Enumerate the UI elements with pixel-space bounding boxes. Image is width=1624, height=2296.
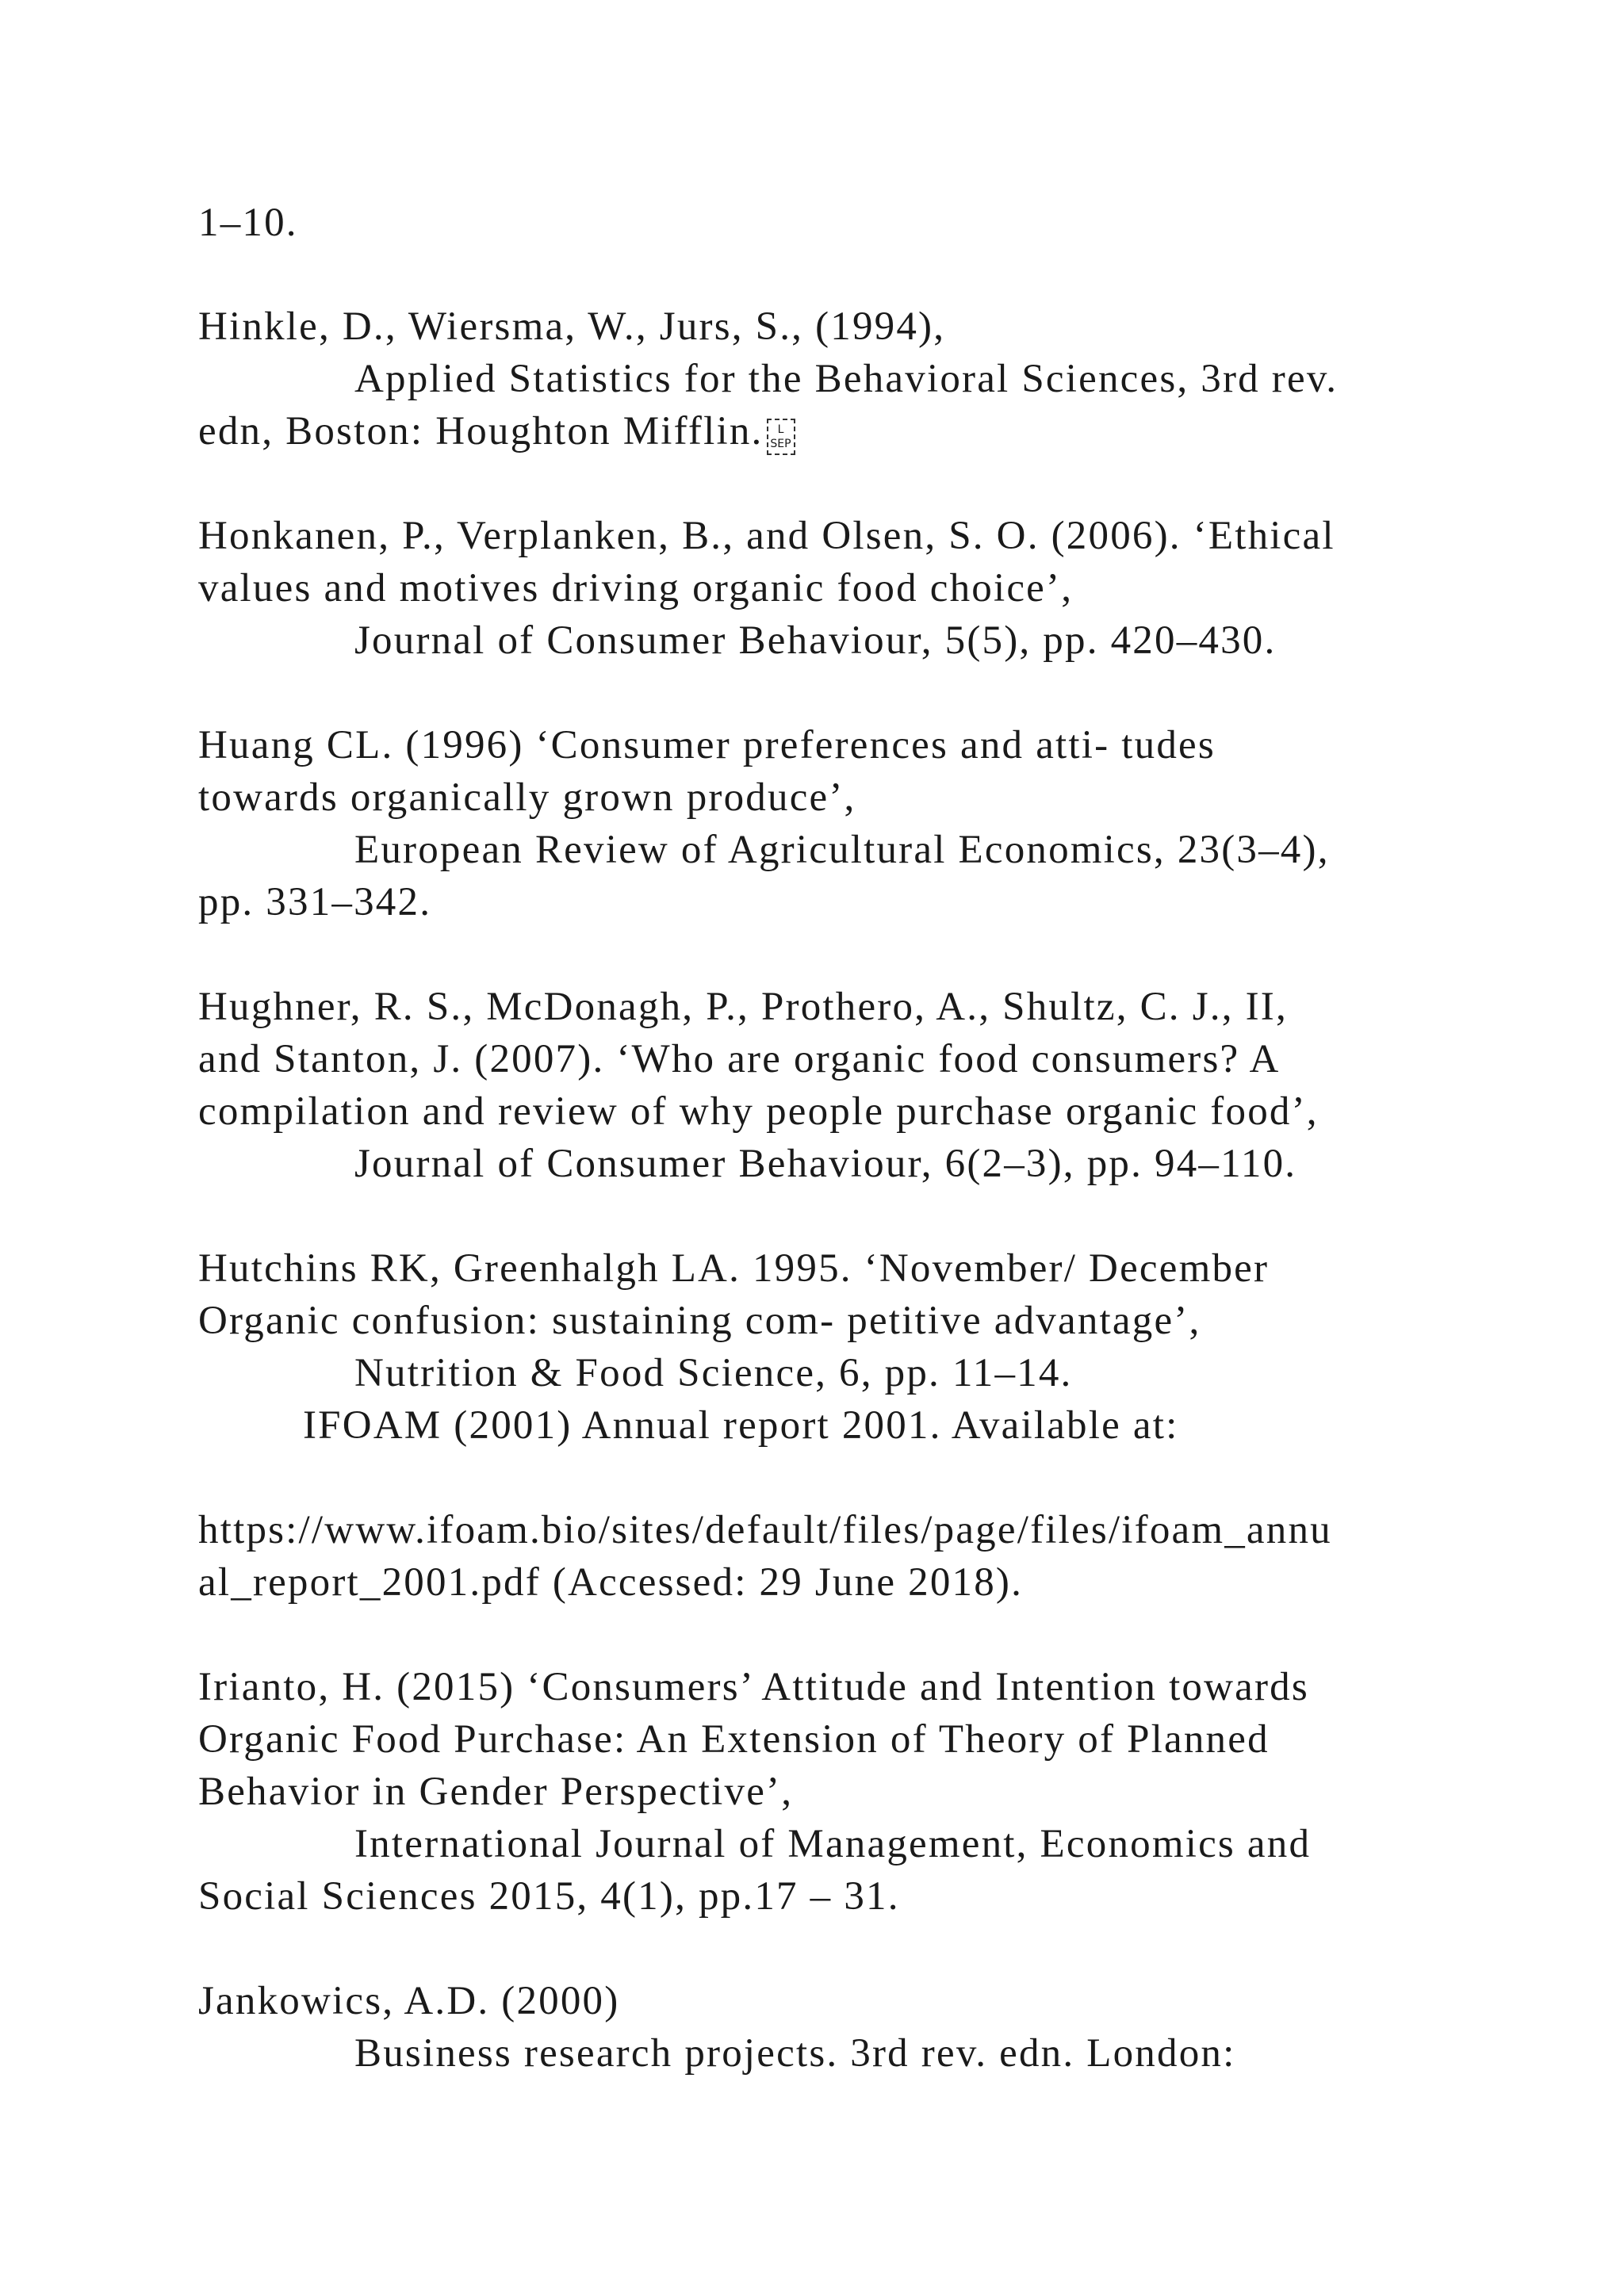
- text-line: Social Sciences 2015, 4(1), pp.17 – 31.: [198, 1874, 900, 1919]
- text-line: Journal of Consumer Behaviour, 5(5), pp. 420–430.: [354, 618, 1277, 663]
- text-line: Hutchins RK, Greenhalgh LA. 1995. ‘November/ December: [198, 1246, 1270, 1291]
- text-line: values and motives driving organic food choice’,: [198, 566, 1074, 610]
- separator-glyph-icon: L SEP: [767, 419, 795, 455]
- text-line: Hinkle, D., Wiersma, W., Jurs, S., (1994),: [198, 304, 946, 349]
- text-line: Organic confusion: sustaining com- petitive advantage’,: [198, 1299, 1201, 1343]
- text-line: Behavior in Gender Perspective’,: [198, 1770, 794, 1814]
- text-line: 1–10.: [198, 201, 298, 245]
- text-line: Irianto, H. (2015) ‘Consumers’ Attitude and Intention towards: [198, 1665, 1309, 1709]
- text-line: IFOAM (2001) Annual report 2001. Available at:: [303, 1403, 1179, 1448]
- text-line: edn, Boston: Houghton Mifflin.: [198, 409, 764, 453]
- text-line: International Journal of Management, Economics and: [354, 1822, 1312, 1866]
- text-line: Jankowics, A.D. (2000): [198, 1979, 620, 2023]
- text-line: European Review of Agricultural Economics, 23(3–4),: [354, 828, 1330, 872]
- reference-line: [198, 408, 795, 455]
- text-line: Nutrition & Food Science, 6, pp. 11–14.: [354, 1351, 1073, 1395]
- text-line: compilation and review of why people purchase organic food’,: [198, 1089, 1319, 1134]
- text-line: and Stanton, J. (2007). ‘Who are organic food consumers? A: [198, 1037, 1281, 1081]
- text-line: al_report_2001.pdf (Accessed: 29 June 2018).: [198, 1560, 1024, 1605]
- text-line: Applied Statistics for the Behavioral Sciences, 3rd rev.: [354, 357, 1339, 401]
- text-line: Huang CL. (1996) ‘Consumer preferences and atti- tudes: [198, 723, 1216, 767]
- text-line: towards organically grown produce’,: [198, 775, 856, 820]
- text-line: Honkanen, P., Verplanken, B., and Olsen, S. O. (2006). ‘Ethical: [198, 514, 1335, 558]
- text-line: https://www.ifoam.bio/sites/default/files/page/files/ifoam_annu: [198, 1508, 1332, 1552]
- text-line: pp. 331–342.: [198, 880, 432, 924]
- text-line: Journal of Consumer Behaviour, 6(2–3), pp. 94–110.: [354, 1142, 1297, 1186]
- text-line: Organic Food Purchase: An Extension of Theory of Planned: [198, 1717, 1270, 1762]
- text-line: Hughner, R. S., McDonagh, P., Prothero, A., Shultz, C. J., II,: [198, 985, 1288, 1029]
- text-line: Business research projects. 3rd rev. edn. London:: [354, 2031, 1236, 2076]
